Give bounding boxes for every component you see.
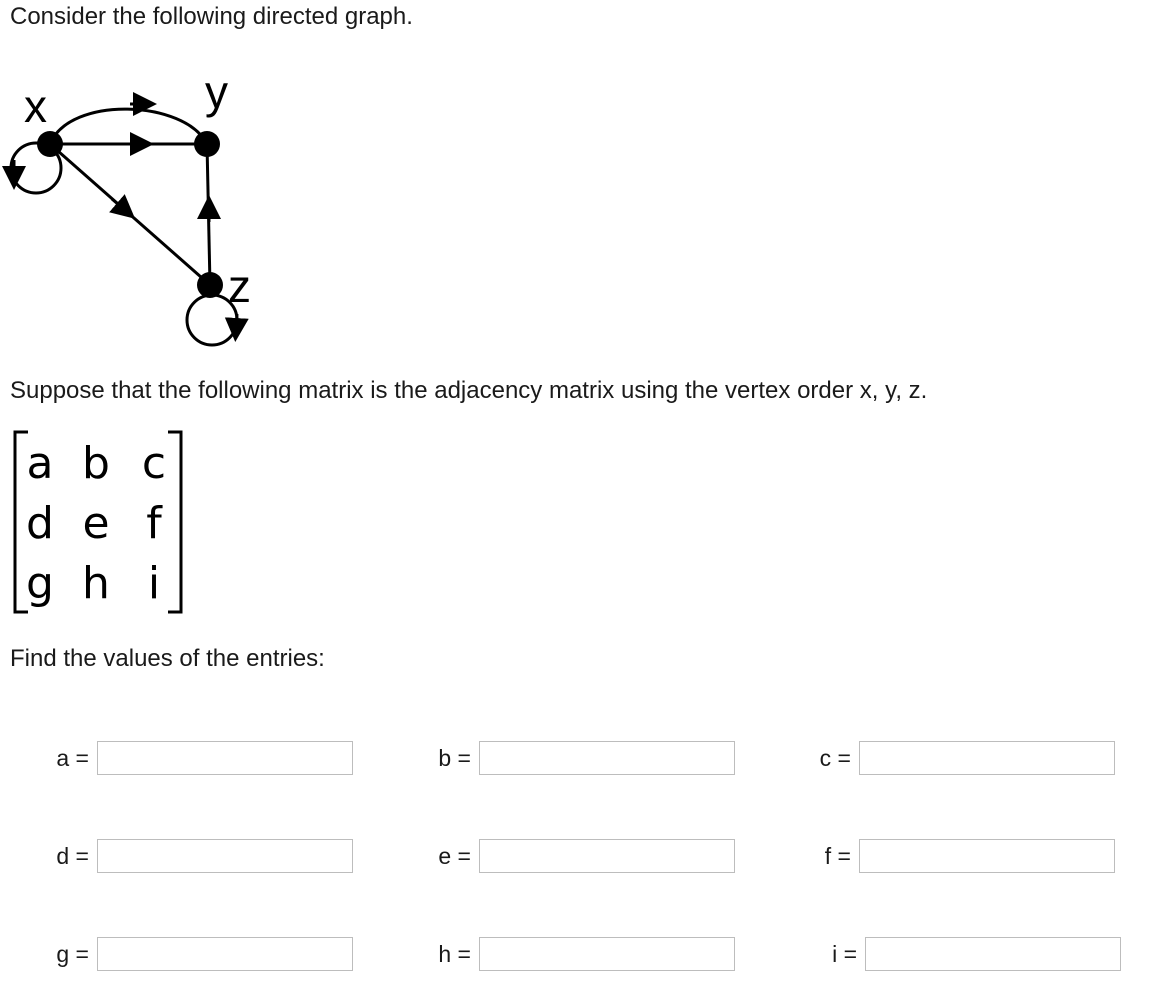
matrix-entry-f: f [146, 498, 162, 549]
answer-input-e[interactable] [479, 839, 735, 873]
answer-label-c: c = [819, 744, 851, 771]
answer-label-i: i = [832, 940, 857, 967]
answer-input-h[interactable] [479, 937, 735, 971]
matrix-entry-i: i [147, 558, 161, 609]
matrix-right-bracket [168, 432, 181, 612]
answer-input-c[interactable] [859, 741, 1115, 775]
vertex-x [37, 131, 63, 157]
vertex-y [194, 131, 220, 157]
matrix-entry-d: d [26, 498, 54, 549]
edge-x-y-curved [50, 109, 207, 144]
matrix-entry-e: e [82, 498, 110, 549]
answer-row-e [386, 839, 735, 873]
answer-row-i [772, 937, 1121, 971]
question-intro: Consider the following directed graph. [10, 3, 413, 30]
answer-input-g[interactable] [97, 937, 353, 971]
answer-label-h: h = [438, 940, 471, 967]
answer-label-a: a = [56, 744, 89, 771]
answer-label-d: d = [56, 842, 89, 869]
answer-input-d[interactable] [97, 839, 353, 873]
loop-z-arrow [236, 314, 237, 330]
answer-input-i[interactable] [865, 937, 1121, 971]
answer-input-a[interactable] [97, 741, 353, 775]
answer-row-a [4, 741, 353, 775]
answer-label-b: b = [438, 744, 471, 771]
answer-row-f [766, 839, 1115, 873]
answer-row-d [4, 839, 353, 873]
vertex-label-x: x [24, 80, 47, 132]
vertex-label-y: y [205, 66, 228, 118]
vertex-z [197, 272, 223, 298]
edge-x-z-arrow [112, 199, 126, 211]
loop-z [187, 295, 237, 345]
answer-row-b [386, 741, 735, 775]
matrix-entry-c: c [141, 438, 167, 489]
answer-row-h [386, 937, 735, 971]
matrix-entry-b: b [82, 438, 110, 489]
question-suppose: Suppose that the following matrix is the adjacency matrix using the vertex order x, y, z. [10, 377, 928, 404]
answer-input-b[interactable] [479, 741, 735, 775]
answer-input-f[interactable] [859, 839, 1115, 873]
answer-row-g [4, 937, 353, 971]
answer-label-f: f = [824, 842, 851, 869]
answer-label-e: e = [438, 842, 471, 869]
answer-label-g: g = [56, 940, 89, 967]
edge-x-z [50, 144, 210, 285]
matrix-entry-g: g [26, 558, 54, 609]
directed-graph [0, 60, 300, 360]
answer-row-c [766, 741, 1115, 775]
question-find: Find the values of the entries: [10, 645, 325, 672]
matrix-entry-a: a [26, 438, 54, 489]
matrix-entry-h: h [82, 558, 110, 609]
vertex-label-z: z [228, 260, 251, 312]
adjacency-matrix [0, 428, 200, 618]
